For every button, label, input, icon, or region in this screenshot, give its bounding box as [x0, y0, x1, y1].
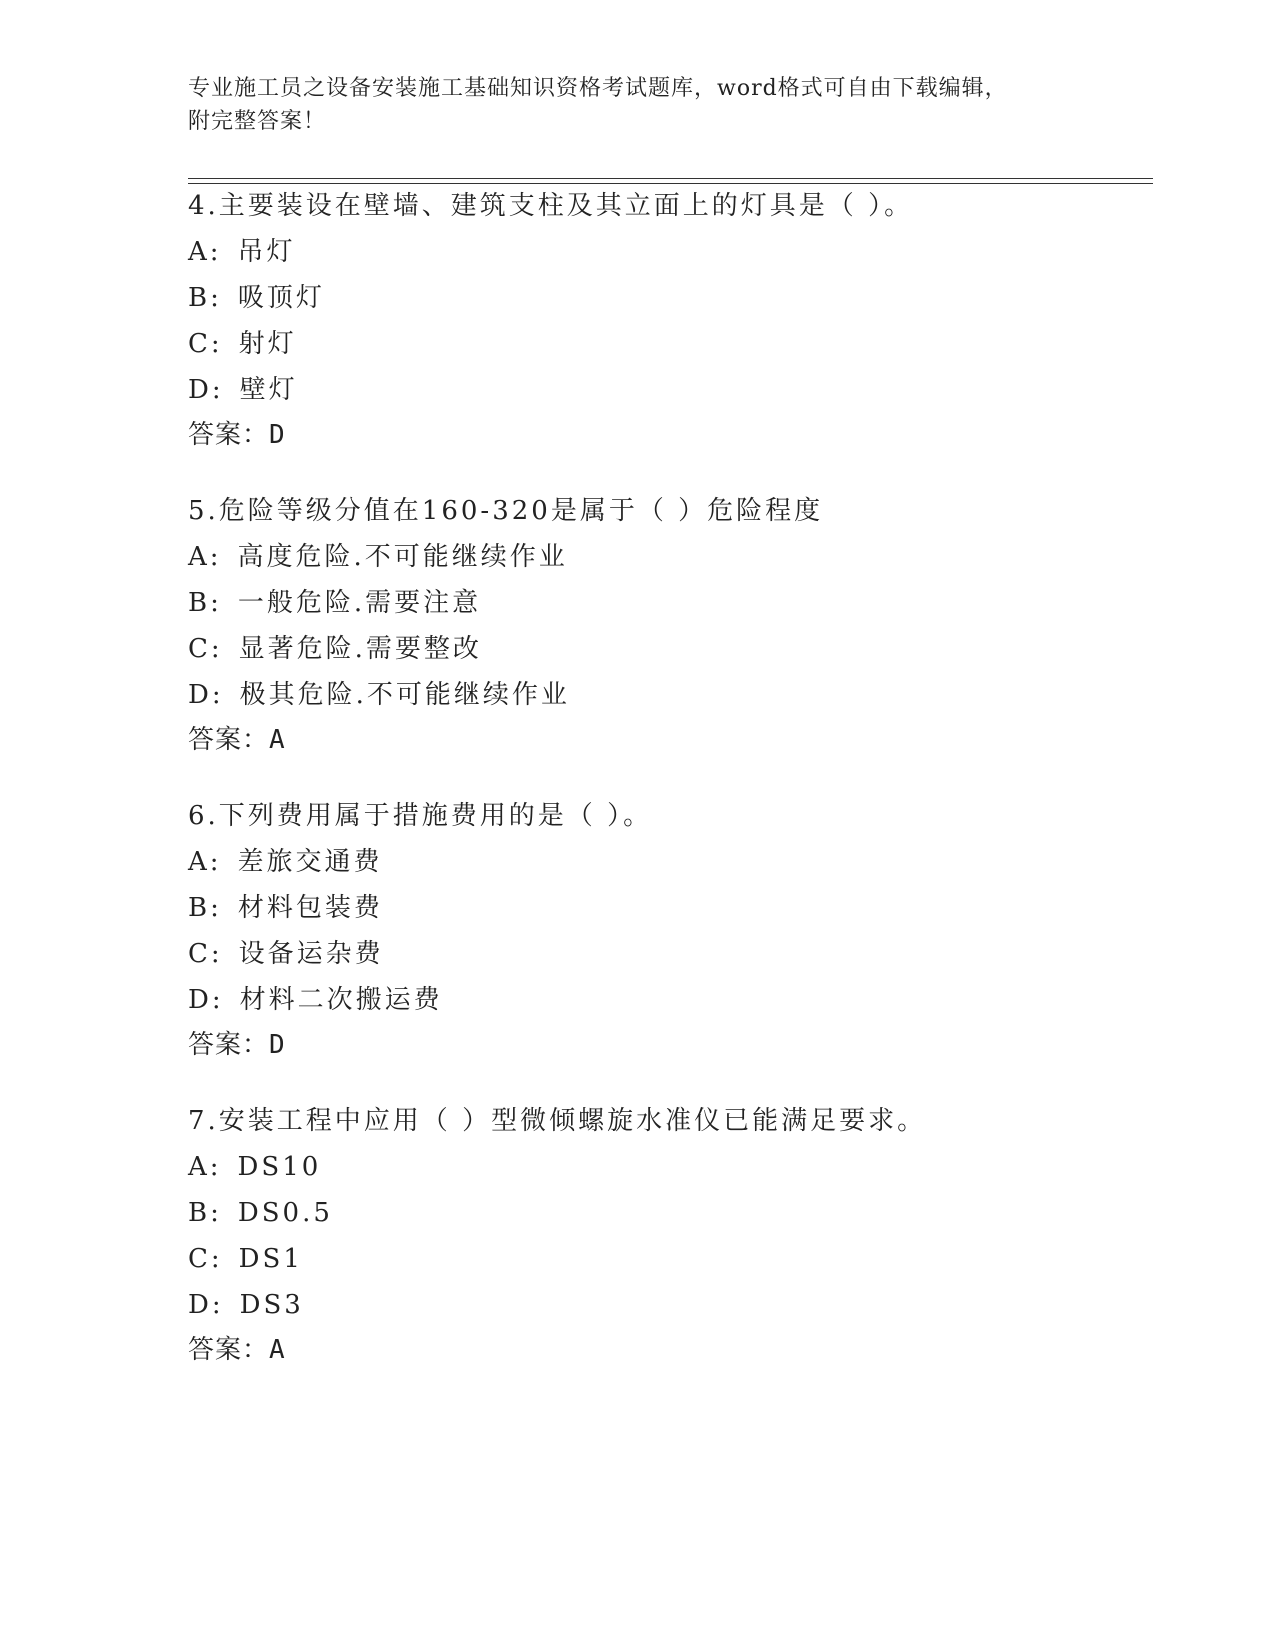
option-letter: A:	[188, 542, 222, 572]
option-d	[188, 680, 570, 710]
option-text: 差旅交通费	[237, 847, 383, 877]
answer-label: 答案：	[188, 725, 270, 755]
answer-line	[188, 725, 286, 755]
option-letter: C:	[188, 1244, 223, 1274]
option-letter: C:	[188, 634, 223, 664]
option-text: DS1	[238, 1244, 303, 1274]
option-text: 显著危险.需要整改	[238, 634, 482, 664]
question-stem: 7.安装工程中应用（ ）型微倾螺旋水准仪已能满足要求。	[188, 1106, 927, 1136]
option-d	[188, 985, 443, 1015]
answer-label: 答案：	[188, 1335, 270, 1365]
option-b	[188, 893, 383, 923]
answer-line	[188, 1335, 286, 1365]
answer-label: 答案：	[188, 420, 270, 450]
header-line-2: 附完整答案！	[188, 109, 327, 134]
option-text: DS0.5	[237, 1198, 333, 1228]
option-text: 一般危险.需要注意	[237, 588, 482, 618]
answer-line	[188, 420, 286, 450]
option-text: 材料包装费	[237, 893, 383, 923]
header-divider-bottom	[188, 183, 1153, 184]
option-b	[188, 283, 325, 313]
answer-value: D	[269, 420, 286, 450]
option-letter: B:	[188, 588, 222, 618]
option-letter: B:	[188, 283, 222, 313]
header-divider-top	[188, 178, 1153, 179]
option-text: 吸顶灯	[237, 283, 325, 313]
option-a	[188, 1152, 321, 1182]
option-d	[188, 1290, 304, 1320]
option-c	[188, 329, 297, 359]
option-text: 吊灯	[237, 237, 296, 267]
option-text: 高度危险.不可能继续作业	[237, 542, 568, 572]
answer-value: A	[269, 725, 286, 755]
option-letter: A:	[188, 1152, 222, 1182]
option-text: 设备运杂费	[238, 939, 384, 969]
option-text: DS10	[237, 1152, 322, 1182]
option-letter: D:	[188, 375, 224, 405]
option-text: 极其危险.不可能继续作业	[239, 680, 570, 710]
option-c	[188, 634, 482, 664]
question-stem: 5.危险等级分值在160-320是属于（ ）危险程度	[188, 496, 824, 526]
answer-label: 答案：	[188, 1030, 270, 1060]
option-a	[188, 237, 296, 267]
option-c	[188, 1244, 303, 1274]
option-letter: A:	[188, 237, 222, 267]
option-letter: D:	[188, 985, 224, 1015]
option-letter: B:	[188, 893, 222, 923]
option-a	[188, 847, 383, 877]
option-letter: B:	[188, 1198, 222, 1228]
document-header	[188, 72, 1088, 138]
answer-line	[188, 1030, 286, 1060]
option-b	[188, 1198, 333, 1228]
option-letter: C:	[188, 329, 223, 359]
header-line-1: 专业施工员之设备安装施工基础知识资格考试题库，word格式可自由下载编辑，	[188, 76, 1008, 101]
option-b	[188, 588, 481, 618]
option-letter: D:	[188, 1290, 224, 1320]
answer-value: A	[269, 1335, 286, 1365]
option-a	[188, 542, 568, 572]
option-letter: A:	[188, 847, 222, 877]
question-stem: 6.下列费用属于措施费用的是（ ）。	[188, 801, 653, 831]
option-text: 壁灯	[239, 375, 298, 405]
answer-value: D	[269, 1030, 286, 1060]
option-letter: D:	[188, 680, 224, 710]
option-c	[188, 939, 384, 969]
option-letter: C:	[188, 939, 223, 969]
question-stem: 4.主要装设在壁墙、建筑支柱及其立面上的灯具是（ ）。	[188, 191, 914, 221]
option-text: 材料二次搬运费	[239, 985, 443, 1015]
option-text: DS3	[239, 1290, 304, 1320]
option-d	[188, 375, 298, 405]
option-text: 射灯	[238, 329, 297, 359]
